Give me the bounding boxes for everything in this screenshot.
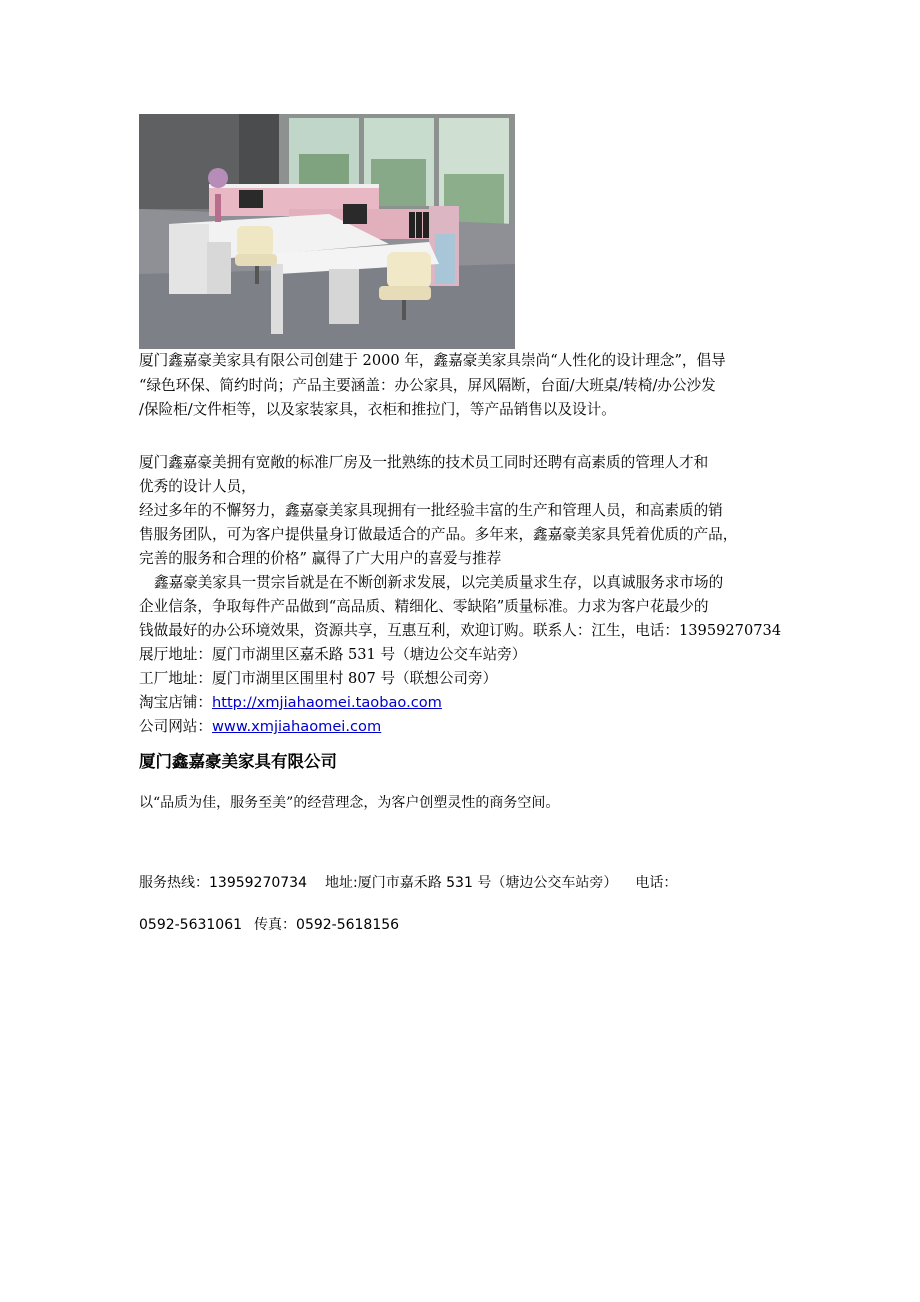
website-label: 公司网站： — [139, 718, 212, 735]
showroom-address: 展厅地址：厦门市湖里区嘉禾路 531 号（塘边公交车站旁） — [139, 646, 527, 663]
taobao-link[interactable]: http://xmjiahaomei.taobao.com — [211, 694, 442, 711]
intro-line-1: 厦门鑫嘉豪美家具有限公司创建于 2000 年，鑫嘉豪美家具崇尚“人性化的设计理念”，倡导 — [139, 352, 726, 369]
intro-line-2: “绿色环保、简约时尚；产品主要涵盖：办公家具，屏风隔断，台面/大班桌/转椅/办公沙发 — [139, 377, 716, 394]
body-line-2: 优秀的设计人员， — [139, 478, 256, 495]
body-line-5: 完善的服务和合理的价格” 赢得了广大用户的喜爱与推荐 — [139, 550, 502, 567]
company-slogan: 以“品质为佳，服务至美”的经营理念，为客户创塑灵性的商务空间。 — [139, 795, 560, 811]
contact-line-1 — [139, 872, 677, 892]
phone-label: 电话： — [635, 875, 678, 891]
website-row — [139, 715, 799, 740]
phone-number: 0592-5631061 — [139, 917, 243, 933]
website-link[interactable]: www.xmjiahaomei.com — [211, 718, 382, 735]
company-name: 厦门鑫嘉豪美家具有限公司 — [139, 752, 337, 771]
body-line-6: 鑫嘉豪美家具一贯宗旨就是在不断创新求发展，以完美质量求生存，以真诚服务求市场的 — [154, 574, 724, 591]
office-workstation-photo — [139, 114, 515, 349]
taobao-row — [139, 691, 799, 716]
fax-number: 传真：0592-5618156 — [254, 917, 400, 933]
body-line-7: 企业信条，争取每件产品做到“高品质、精细化、零缺陷”质量标准。力求为客户花最少的 — [139, 598, 709, 615]
contact-line-2 — [139, 914, 399, 934]
body-line-1: 厦门鑫嘉豪美拥有宽敞的标准厂房及一批熟练的技术员工同时还聘有高素质的管理人才和 — [139, 454, 709, 471]
body-line-8: 钱做最好的办公环境效果，资源共享，互惠互利，欢迎订购。联系人：江生，电话：13959270734 — [139, 622, 782, 639]
hotline: 服务热线：13959270734 — [139, 875, 307, 891]
body-line-4: 售服务团队，可为客户提供量身订做最适合的产品。多年来，鑫嘉豪美家具凭着优质的产品， — [139, 526, 738, 543]
intro-line-3: /保险柜/文件柜等，以及家装家具，衣柜和推拉门，等产品销售以及设计。 — [139, 401, 616, 418]
contact-address: 地址:厦门市嘉禾路 531 号（塘边公交车站旁） — [324, 875, 618, 891]
factory-address: 工厂地址：厦门市湖里区围里村 807 号（联想公司旁） — [139, 670, 498, 687]
taobao-label: 淘宝店铺： — [139, 694, 212, 711]
body-line-3: 经过多年的不懈努力，鑫嘉豪美家具现拥有一批经验丰富的生产和管理人员，和高素质的销 — [139, 502, 723, 519]
